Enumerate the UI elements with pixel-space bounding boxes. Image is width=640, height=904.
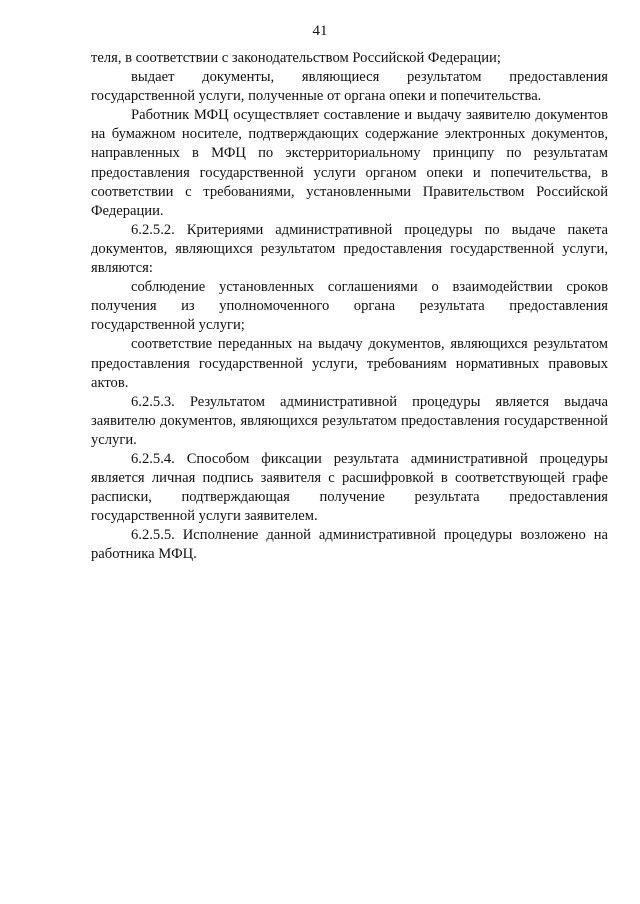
paragraph-6-2-5-2: 6.2.5.2. Критериями административной процедуры по выдаче пакета документов, являющихся результатом предоставления государственной услуги, являются: xyxy=(91,221,608,277)
paragraph-criteria-deadlines: соблюдение установленных соглашениями о взаимодействии сроков получения из уполномоченного органа результата предоставления государственной услуги; xyxy=(91,279,608,334)
paragraph-6-2-5-4: 6.2.5.4. Способом фиксации результата административной процедуры является личная подпись заявителя с расшифровкой в соответствующей графе расписки, подтверждающая получение результата предоставления государственной услуги заявителем. xyxy=(91,450,608,525)
paragraph-6-2-5-5: 6.2.5.5. Исполнение данной административной процедуры возложено на работника МФЦ. xyxy=(91,527,608,563)
paragraph-mfc-worker: Работник МФЦ осуществляет составление и выдачу заявителю документов на бумажном носителе, подтверждающих содержание электронных документов, направленных в МФЦ по экстерриториальному принципу по результатам предоставления государственной услуги органом опеки и попечительства, в соответствии с требованиями, установленными Правительством Российской Федерации. xyxy=(91,107,608,219)
page-number: 41 xyxy=(312,23,328,39)
paragraph-6-2-5-3: 6.2.5.3. Результатом административной процедуры является выдача заявителю документов, являющихся результатом предоставления государственной услуги. xyxy=(91,393,608,448)
document-body xyxy=(91,49,608,565)
paragraph-criteria-compliance: соответствие переданных на выдачу документов, являющихся результатом предоставления государственной услуги, требованиям нормативных правовых актов. xyxy=(91,336,608,391)
paragraph-issue-documents: выдает документы, являющиеся результатом предоставления государственной услуги, полученные от органа опеки и попечительства. xyxy=(91,69,608,105)
paragraph-continuation: теля, в соответствии с законодательством Российской Федерации; xyxy=(91,50,501,66)
